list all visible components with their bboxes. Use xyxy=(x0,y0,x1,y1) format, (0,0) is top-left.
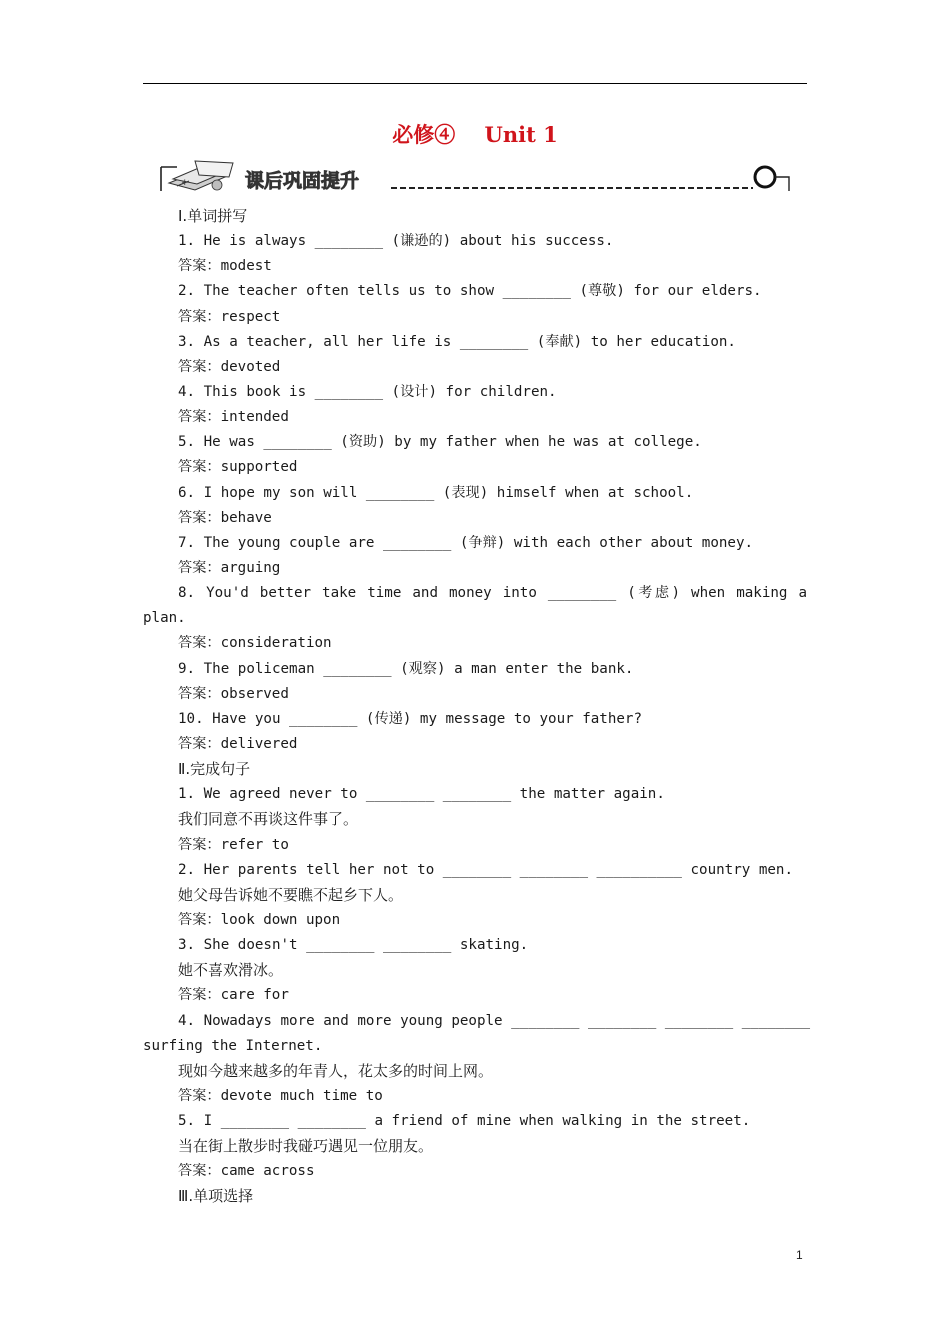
question-line: 7. The young couple are ________ (争辩) with each other about money. xyxy=(178,534,754,551)
question-line: 5. I ________ ________ a friend of mine when walking in the street. xyxy=(178,1113,751,1130)
question-line: 1. We agreed never to ________ ________ the matter again. xyxy=(178,786,665,803)
banner-label: 课后巩固提升 xyxy=(245,170,360,192)
books-icon xyxy=(169,161,233,190)
translation-line: 当在街上散步时我碰巧遇见一位朋友。 xyxy=(178,1137,434,1156)
question-line: 9. The policeman ________ (观察) a man enter the bank. xyxy=(178,660,634,677)
page-number: 1 xyxy=(796,1248,803,1262)
question-continuation: surfing the Internet. xyxy=(143,1037,323,1054)
answer-line: 答案：devoted xyxy=(178,358,281,375)
svg-text:+: + xyxy=(181,178,189,188)
page-title: 必修④ Unit 1 xyxy=(392,122,558,147)
translation-line: 她不喜欢滑冰。 xyxy=(178,961,284,980)
question-line: 2. The teacher often tells us to show ________ (尊敬) for our elders. xyxy=(178,283,762,300)
question-line: 6. I hope my son will ________ (表现) himself when at school. xyxy=(178,484,694,501)
answer-line: 答案：refer to xyxy=(178,836,289,853)
section-heading: Ⅱ.完成句子 xyxy=(178,760,251,779)
translation-line: 现如今越来越多的年青人，花太多的时间上网。 xyxy=(178,1061,494,1080)
banner-graphic xyxy=(155,157,795,197)
translation-line: 她父母告诉她不要瞧不起乡下人。 xyxy=(178,885,404,904)
question-line: 4. This book is ________ (设计) for children. xyxy=(178,383,557,400)
answer-line: 答案：observed xyxy=(178,685,289,702)
section-heading: Ⅰ.单词拼写 xyxy=(178,207,248,225)
question-line: 4. Nowadays more and more young people ________ ________ ________ ________ xyxy=(178,1012,811,1029)
answer-line: 答案：behave xyxy=(178,509,272,526)
question-line: 8. You'd better take time and money into ________ (考虑) when making a xyxy=(178,585,807,602)
question-line: 5. He was ________ (资助) by my father when he was at college. xyxy=(178,434,702,451)
section-heading: Ⅲ.单项选择 xyxy=(178,1187,254,1206)
question-line: 10. Have you ________ (传递) my message to your father? xyxy=(178,710,642,727)
answer-line: 答案：modest xyxy=(178,258,272,275)
answer-line: 答案：consideration xyxy=(178,635,332,652)
question-line: 3. As a teacher, all her life is ________ (奉献) to her education. xyxy=(178,333,736,350)
question-continuation: plan. xyxy=(143,610,186,627)
answer-line: 答案：look down upon xyxy=(178,911,341,928)
answer-line: 答案：delivered xyxy=(178,735,298,752)
answer-line: 答案：respect xyxy=(178,308,281,325)
circle-end-icon xyxy=(755,167,789,191)
answer-line: 答案：came across xyxy=(178,1163,315,1180)
translation-line: 我们同意不再谈这件事了。 xyxy=(178,810,359,829)
answer-line: 答案：arguing xyxy=(178,559,281,576)
answer-line: 答案：devote much time to xyxy=(178,1087,383,1104)
exercise-content xyxy=(143,204,811,1210)
section-banner xyxy=(155,157,795,197)
question-line: 2. Her parents tell her not to ________ ________ __________ country men. xyxy=(178,861,793,878)
question-line: 1. He is always ________ (谦逊的) about his success. xyxy=(178,233,614,250)
answer-line: 答案：care for xyxy=(178,987,289,1004)
answer-line: 答案：supported xyxy=(178,459,298,476)
header-rule xyxy=(143,83,807,84)
answer-line: 答案：intended xyxy=(178,409,289,426)
question-line: 3. She doesn't ________ ________ skating. xyxy=(178,937,529,954)
